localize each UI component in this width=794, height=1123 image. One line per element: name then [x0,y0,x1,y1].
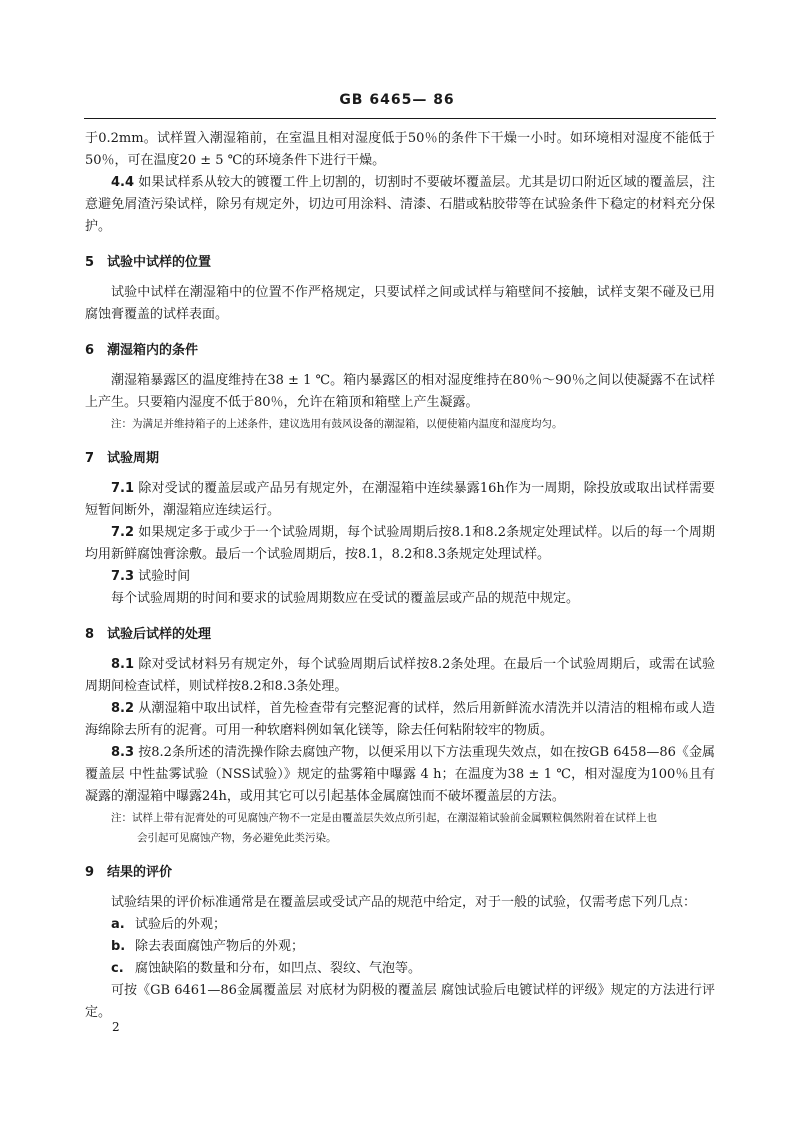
section-title: 结果的评价 [107,865,173,880]
section-number: 8 [85,627,95,642]
list-item-label: a. [111,917,125,932]
section-title: 试验后试样的处理 [107,627,212,642]
clause-8-1 [85,654,715,698]
list-item [111,958,715,980]
clause-8-2 [85,698,715,742]
section-title: 潮湿箱内的条件 [107,343,199,358]
section-number: 6 [85,343,95,358]
list-item-text: 腐蚀缺陷的数量和分布，如凹点、裂纹、气泡等。 [135,961,422,976]
clause-number: 8.3 [111,745,135,760]
section-number: 5 [85,255,95,270]
section-8-heading [85,624,715,646]
section-number: 7 [85,451,95,466]
section-7-heading [85,448,715,470]
section-number: 9 [85,865,95,880]
list-item-text: 试验后的外观； [135,917,227,932]
clause-7-3-heading [85,566,715,588]
evaluation-list [85,914,715,980]
section-6-text: 潮湿箱暴露区的温度维持在38 ± 1 ℃。箱内暴露区的相对湿度维持在80％～90％之间以使凝露不在试样上产生。只要箱内湿度不低于80％，允许在箱顶和箱壁上产生凝露。 [85,373,715,410]
header-rule [84,118,716,119]
list-item-text: 除去表面腐蚀产物后的外观； [135,939,305,954]
clause-4-4 [85,172,715,238]
clause-text: 按8.2条所述的清洗操作除去腐蚀产物，以便采用以下方法重现失效点，如在按GB 6458—86《金属覆盖层 中性盐雾试验（NSS试验）》规定的盐雾箱中曝露 4 h；在温度为38 ± 1 ℃，相对湿度为100％且有凝露的潮湿箱中曝露24h，或用其它可以引起基体金属腐蚀而不破坏覆盖层的方法。 [85,745,715,804]
document-body [85,128,715,1024]
section-9-intro: 试验结果的评价标准通常是在覆盖层或受试产品的规范中给定，对于一般的试验，仅需考虑下列几点： [111,895,697,910]
clause-number: 8.1 [111,657,135,672]
clause-title: 试验时间 [138,569,191,584]
section-5-text: 试验中试样在潮湿箱中的位置不作严格规定，只要试样之间或试样与箱壁间不接触，试样支架不碰及已用腐蚀膏覆盖的试样表面。 [85,285,715,322]
clause-8-3 [85,742,715,808]
section-9-heading [85,862,715,884]
clause-7-3-text: 每个试验周期的时间和要求的试验周期数应在受试的覆盖层或产品的规范中规定。 [111,591,580,606]
clause-7-2 [85,522,715,566]
clause-number: 7.2 [111,525,135,540]
section-5-heading [85,252,715,274]
clause-text: 除对受试的覆盖层或产品另有规定外，在潮湿箱中连续暴露16h作为一周期，除投放或取出试样需要短暂间断外，潮湿箱应连续运行。 [85,481,715,518]
list-item-label: b. [111,939,126,954]
standard-header: GB 6465— 86 [339,92,455,108]
clause-text: 如果规定多于或少于一个试验周期，每个试验周期后按8.1和8.2条规定处理试样。以后的每一个周期均用新鲜腐蚀膏涂敷。最后一个试验周期后，按8.1，8.2和8.3条规定处理试样。 [85,525,715,562]
list-item [111,914,715,936]
list-item-label: c. [111,961,124,976]
section-6-heading [85,340,715,362]
list-item [111,936,715,958]
clause-number: 8.2 [111,701,135,716]
section-6-note: 注：为满足并维持箱子的上述条件，建议选用有鼓风设备的潮湿箱，以便使箱内温度和湿度均匀。 [111,418,563,430]
clause-text: 从潮湿箱中取出试样，首先检查带有完整泥膏的试样，然后用新鲜流水清洗并以清洁的粗棉布或人造海绵除去所有的泥膏。可用一种软磨料例如氧化镁等，除去任何粘附较牢的物质。 [85,701,715,738]
continued-paragraph: 于0.2mm。试样置入潮湿箱前，在室温且相对湿度低于50％的条件下干燥一小时。如环境相对湿度不能低于50％，可在温度20 ± 5 ℃的环境条件下进行干燥。 [85,131,715,168]
page-number: 2 [112,1020,120,1034]
clause-number: 7.1 [111,481,135,496]
section-8-note-line2: 会引起可见腐蚀产物，务必避免此类污染。 [137,832,337,844]
clause-text: 除对受试材料另有规定外，每个试验周期后试样按8.2条处理。在最后一个试验周期后，或需在试验周期间检查试样，则试样按8.2和8.3条处理。 [85,657,715,694]
clause-7-1 [85,478,715,522]
section-9-closing: 可按《GB 6461—86金属覆盖层 对底材为阴极的覆盖层 腐蚀试验后电镀试样的评级》规定的方法进行评定。 [85,983,715,1020]
section-title: 试验中试样的位置 [107,255,212,270]
section-title: 试验周期 [107,451,160,466]
section-8-note-line1: 注：试样上带有泥膏处的可见腐蚀产物不一定是由覆盖层失效点所引起，在潮湿箱试验前金属颗粒偶然附着在试样上也 [111,812,657,824]
clause-number: 4.4 [111,175,135,190]
clause-text: 如果试样系从较大的镀覆工件上切割的，切割时不要破坏覆盖层。尤其是切口附近区域的覆盖层，注意避免屑渣污染试样，除另有规定外，切边可用涂料、清漆、石腊或粘胶带等在试验条件下稳定的材料充分保护。 [85,175,715,234]
clause-number: 7.3 [111,569,135,584]
